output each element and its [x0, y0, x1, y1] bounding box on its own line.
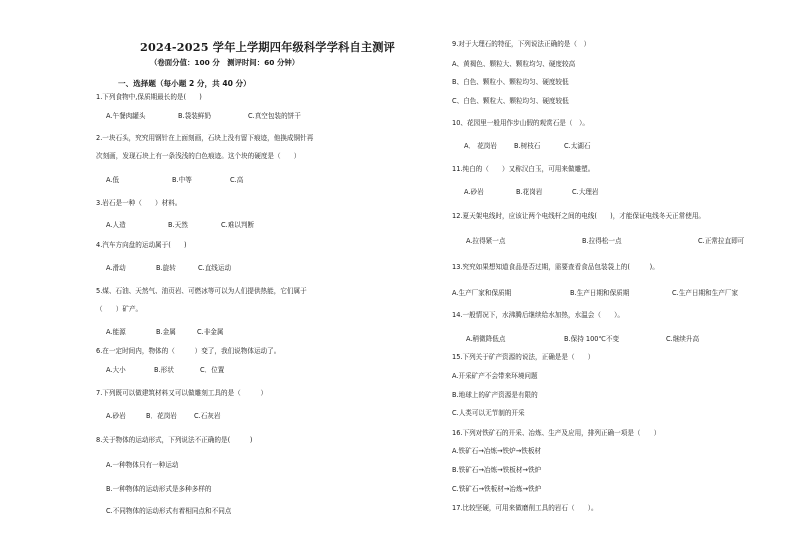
q9-option-b: B、白色、颗粒小、颗粒均匀、硬度较低: [452, 78, 569, 86]
question-4: 4.汽车方向盘的运动属于( ): [96, 241, 187, 249]
question-13: 13.究究如果想知道食品是否过期，需要查看食品包装袋上的( )。: [452, 263, 659, 271]
question-10: 10、花园里一般用作步山假的观赏石是（ ）。: [452, 119, 589, 127]
question-14: 14.一般情况下，水沸腾后继续给水加热，水温会（ ）。: [452, 311, 625, 319]
q6-option-b: B.形状: [154, 366, 174, 374]
question-11: 11.纯白的（ ）又称汉白玉，可用来做雕塑。: [452, 165, 595, 173]
q9-option-a: A、黄褐色、颗粒大、颗粒均匀、硬度较高: [452, 60, 576, 68]
q15-option-c: C.人类可以无节制的开采: [452, 409, 525, 417]
q1-option-b: B.袋装鲜奶: [178, 112, 211, 120]
q3-option-a: A.人造: [106, 221, 126, 229]
q15-option-a: A.开采矿产不会带来环境问题: [452, 372, 538, 380]
q5-option-c: C.非金属: [197, 328, 224, 336]
question-12: 12.夏天架电线时，应该让两个电线杆之间的电线( )，才能保证电线冬天正常使用。: [452, 212, 706, 220]
exam-title: 2024-2025 学年上学期四年级科学学科自主测评: [140, 40, 396, 54]
question-7: 7.下列既可以做建筑材料又可以做雕刻工具的是（ ）: [96, 389, 268, 397]
q11-option-a: A.砂岩: [464, 188, 484, 196]
question-6: 6.在一定时间内，物体的（ ）变了，我们说物体运动了。: [96, 347, 281, 355]
q2-option-b: B.中等: [172, 176, 192, 184]
q2-option-a: A.低: [106, 176, 120, 184]
q10-option-c: C.太湖石: [564, 142, 591, 150]
q2-option-c: C.高: [230, 176, 244, 184]
q7-option-c: C.石灰岩: [194, 412, 221, 420]
q7-option-b: B．花岗岩: [146, 412, 177, 420]
question-9: 9.对于大理石的特征，下列说法正确的是（ ）: [452, 40, 591, 48]
q15-option-b: B.地球上的矿产资源是有限的: [452, 391, 538, 399]
q10-option-a: A． 花岗岩: [464, 142, 497, 150]
question-8: 8.关于物体的运动形式，下列说法不正确的是( ): [96, 436, 253, 444]
q4-option-b: B.旋转: [156, 264, 176, 272]
q4-option-c: C.直线运动: [198, 264, 232, 272]
question-17: 17.比较坚硬，可用来做磨削工具的岩石（ ）。: [452, 504, 598, 512]
question-5-line-1: 5.煤、石油、天然气、油页岩、可燃冰等可以为人们提供热能，它们属于: [96, 287, 307, 295]
q8-option-b: B.一种物体的运动形式是多种多样的: [106, 485, 212, 493]
question-15: 15.下列关于矿产资源的说法，正确是是（ ）: [452, 353, 595, 361]
question-1: 1.下列食物中,保质期最长的是( ): [96, 93, 202, 101]
q11-option-c: C.大理岩: [572, 188, 599, 196]
q13-option-b: B.生产日期和保质期: [570, 289, 630, 297]
q6-option-a: A.大小: [106, 366, 126, 374]
q13-option-a: A.生产厂家和保质期: [452, 289, 512, 297]
q6-option-c: C．位置: [200, 366, 225, 374]
q3-option-b: B.天然: [168, 221, 188, 229]
q12-option-c: C.正常拉直即可: [698, 237, 745, 245]
q8-option-c: C.不同物体的运动形式有着相同点和不同点: [106, 507, 232, 515]
q12-option-b: B.拉得松一点: [582, 237, 622, 245]
q14-option-c: C.继续升高: [666, 335, 700, 343]
q12-option-a: A.拉得紧一点: [466, 237, 506, 245]
q4-option-a: A.滑动: [106, 264, 126, 272]
q1-option-a: A.午餐肉罐头: [106, 112, 146, 120]
q5-option-a: A.能源: [106, 328, 126, 336]
q9-option-c: C、白色、颗粒大、颗粒均匀、硬度较低: [452, 97, 569, 105]
q14-option-b: B.保持 100℃不变: [564, 335, 620, 343]
q7-option-a: A.砂岩: [106, 412, 126, 420]
q5-option-b: B.金属: [156, 328, 176, 336]
q1-option-c: C.真空包装的饼干: [248, 112, 301, 120]
question-2-line-1: 2.一块石头，究究用钢针在上面刻画，石块上没有留下痕迹，他换成铜针再: [96, 134, 314, 142]
question-16: 16.下列对铁矿石的开采、冶炼、生产及应用，排列正确一项是（ ）: [452, 429, 661, 437]
q3-option-c: C.难以判断: [221, 221, 255, 229]
exam-subtitle: （卷面分值：100 分 测评时间：60 分钟）: [150, 58, 300, 67]
question-5-line-2: （ ）矿产。: [96, 305, 143, 313]
q11-option-b: B.花岗岩: [516, 188, 543, 196]
section-heading: 一、选择题（每小题 2 分，共 40 分）: [118, 79, 251, 88]
question-2-line-2: 次刻画，发现石块上有一条浅浅的白色痕迹。这个块的硬度是（ ）: [96, 152, 301, 160]
q8-option-a: A.一种物体只有一种运动: [106, 461, 179, 469]
q16-option-b: B.铁矿石→冶炼→铁板材→铁炉: [452, 466, 542, 474]
q13-option-c: C.生产日期和生产厂家: [672, 289, 739, 297]
q16-option-c: C.铁矿石→铁板材→冶炼→铁炉: [452, 485, 542, 493]
question-3: 3.岩石是一种（ ）材料。: [96, 199, 182, 207]
q16-option-a: A.铁矿石→冶炼→铁炉→铁板材: [452, 447, 542, 455]
q14-option-a: A.稍微降低点: [466, 335, 506, 343]
q10-option-b: B.树枝石: [514, 142, 541, 150]
